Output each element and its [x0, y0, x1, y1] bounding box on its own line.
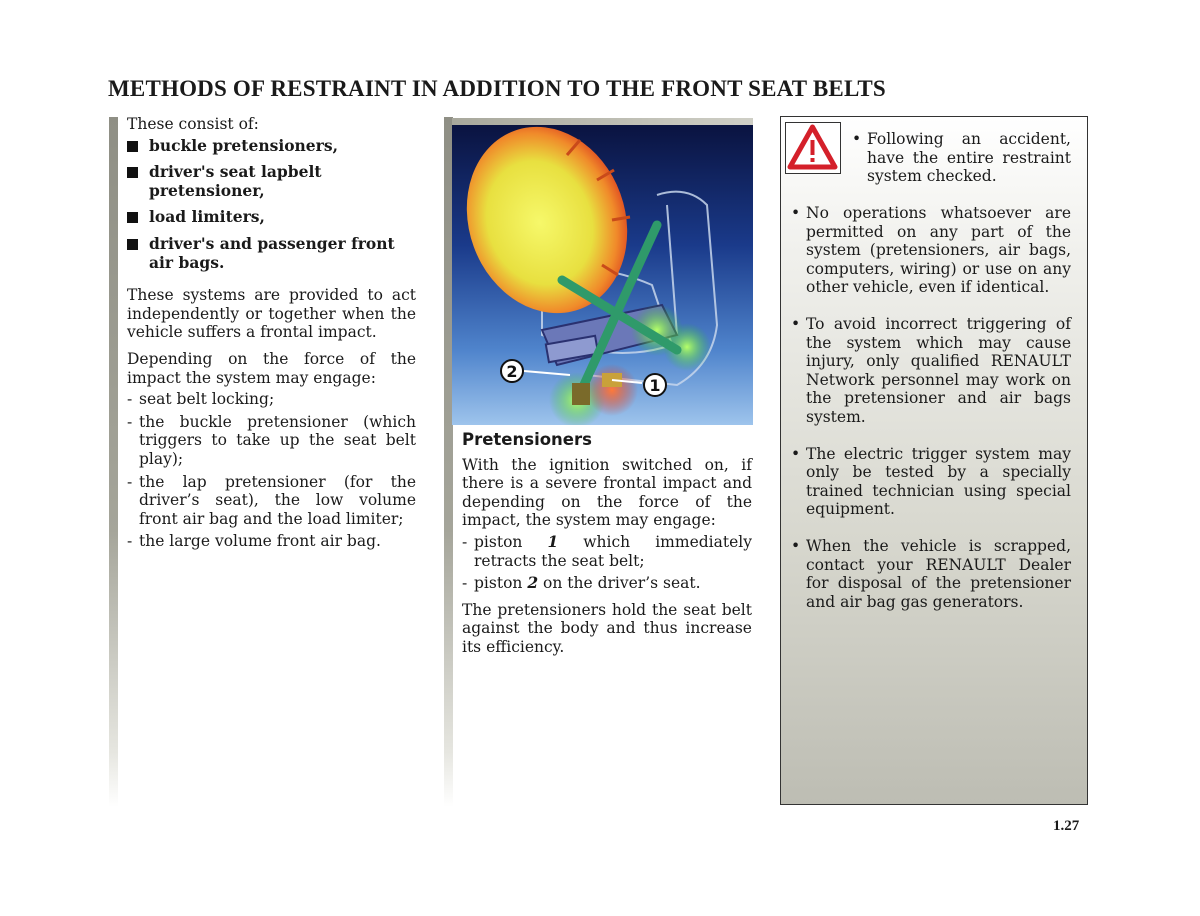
list-item: driver's and passenger front air bags.	[127, 235, 416, 272]
left-side-bar	[109, 117, 118, 807]
left-column	[127, 115, 416, 555]
list-item: • Following an accident, have the entire restraint system checked.	[852, 130, 1071, 186]
pistons-list	[462, 533, 752, 593]
list-item: • The electric trigger system may only be tested by a specially trained technician using special equipment.	[791, 444, 1071, 519]
warning-list	[791, 204, 1071, 629]
list-item: - the lap pretensioner (for the driver’s seat), the low volume front air bag and the load limiter;	[127, 473, 416, 529]
seat-airbag-diagram	[452, 125, 753, 425]
square-bullet-icon	[127, 239, 138, 250]
page-title: METHODS OF RESTRAINT IN ADDITION TO THE FRONT SEAT BELTS	[108, 76, 886, 101]
figure-top-band	[452, 118, 753, 125]
list-item: - the buckle pretensioner (which triggers to take up the seat belt play);	[127, 413, 416, 469]
list-item: - piston 2 on the driver’s seat.	[462, 574, 752, 593]
square-bullet-icon	[127, 141, 138, 152]
warning-triangle-icon	[785, 122, 841, 174]
page-number: 1.27	[1053, 818, 1080, 834]
pretensioner-illustration	[452, 125, 753, 425]
pretensioners-summary: The pretensioners hold the seat belt against the body and thus increase its efficiency.	[462, 600, 752, 656]
list-item: - seat belt locking;	[127, 390, 416, 409]
engagement-intro: Depending on the force of the impact the system may engage:	[127, 349, 416, 387]
middle-column	[462, 431, 752, 665]
list-item: • When the vehicle is scrapped, contact your RENAULT Dealer for disposal of the pretensioner and air bag gas generators.	[791, 536, 1071, 611]
engagement-list	[127, 390, 416, 551]
pretensioners-heading: Pretensioners	[462, 430, 592, 449]
systems-description: These systems are provided to act independently or together when the vehicle suffers a frontal impact.	[127, 286, 416, 342]
intro-text: These consist of:	[127, 115, 259, 133]
piston-2	[572, 383, 590, 405]
list-item: - the large volume front air bag.	[127, 532, 416, 551]
square-bullet-icon	[127, 167, 138, 178]
list-item: • To avoid incorrect triggering of the system which may cause injury, only qualified RENAULT Network personnel may work on the pretensioner and air bags system.	[791, 314, 1071, 426]
list-item: buckle pretensioners,	[127, 137, 416, 156]
systems-list	[127, 137, 416, 273]
list-item: load limiters,	[127, 208, 416, 227]
list-item: driver's seat lapbelt pretensioner,	[127, 163, 416, 200]
list-item: - piston 1 which immediately retracts the seat belt;	[462, 533, 752, 570]
piston-number: 2	[527, 573, 539, 593]
list-item: • No operations whatsoever are permitted on any part of the system (pretensioners, air bags, computers, wiring) or use on any other vehicle, even if identical.	[791, 204, 1071, 297]
warning-first-item	[852, 130, 1071, 204]
callout-2-label: 2	[506, 362, 518, 381]
callout-1-label: 1	[649, 376, 661, 395]
pretensioners-intro: With the ignition switched on, if there is a severe frontal impact and depending on the force of the impact, the system may engage:	[462, 455, 752, 530]
square-bullet-icon	[127, 212, 138, 223]
piston-number: 1	[547, 531, 559, 551]
